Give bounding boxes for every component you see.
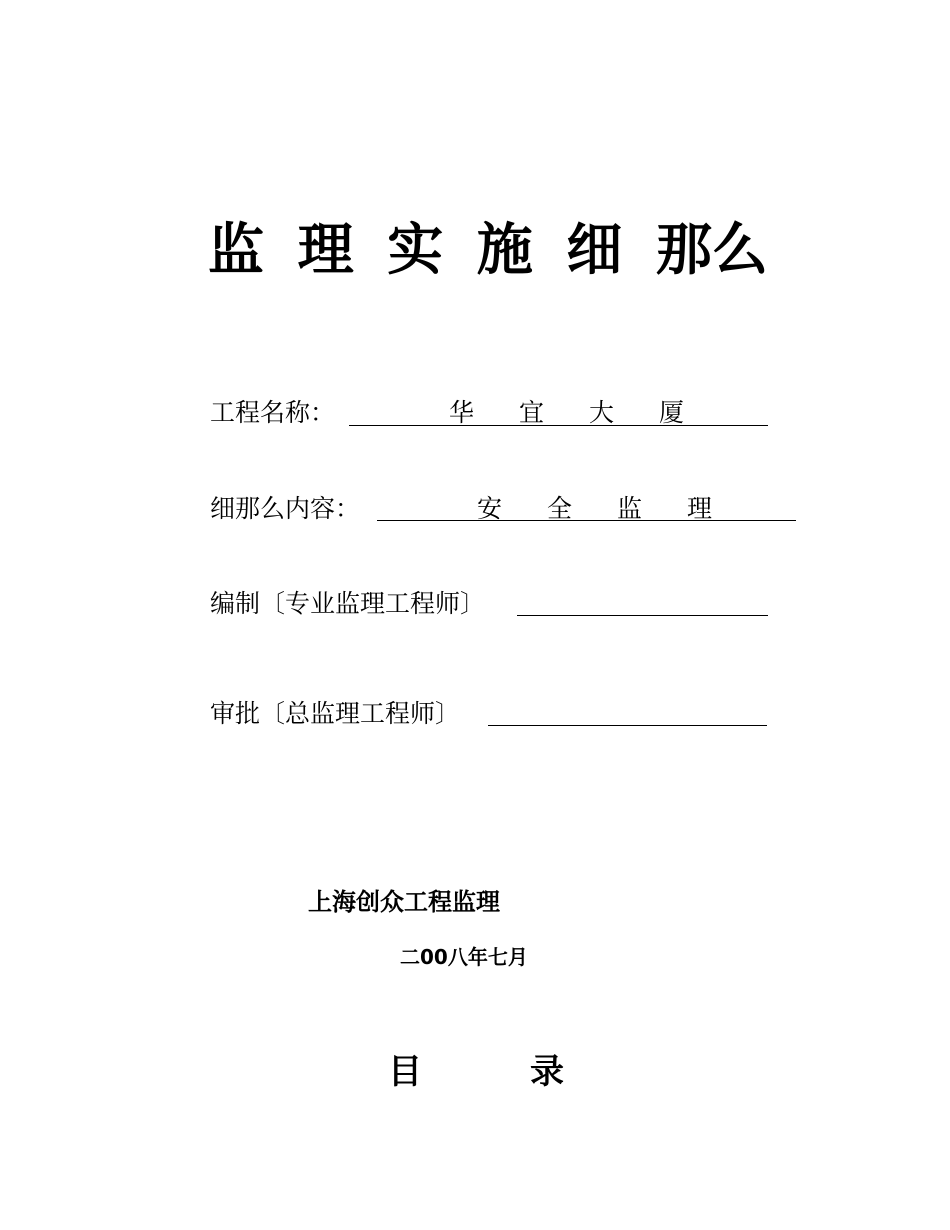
content-char: 全: [547, 494, 573, 523]
project-name-char: 宜: [519, 398, 545, 427]
approver-underline: [488, 725, 767, 726]
title-char-6: 那么: [655, 218, 768, 283]
project-name-value: [449, 397, 684, 429]
project-name-char: 厦: [659, 398, 685, 427]
compiler-label: 编制〔专业监理工程师〕: [210, 589, 486, 618]
toc-char-1: 目: [388, 1052, 422, 1092]
title-char-2: 理: [297, 218, 354, 283]
document-title: [208, 218, 768, 284]
toc-heading: [388, 1050, 564, 1094]
title-char-4: 施: [476, 218, 533, 283]
content-label: 细那么内容：: [210, 494, 361, 523]
content-char: 理: [687, 494, 713, 523]
content-char: 安: [477, 494, 503, 523]
content-value: [477, 493, 712, 525]
project-name-char: 华: [449, 398, 475, 427]
project-name-char: 大: [589, 398, 615, 427]
document-date: 二00八年七月: [400, 945, 528, 969]
project-name-label: 工程名称：: [210, 398, 336, 427]
content-char: 监: [617, 494, 643, 523]
compiler-underline: [517, 615, 768, 616]
company-name: 上海创众工程监理: [308, 888, 500, 916]
toc-char-2: 录: [530, 1052, 564, 1092]
title-char-5: 细: [566, 218, 623, 283]
title-char-3: 实: [387, 218, 444, 283]
title-char-1: 监: [208, 218, 264, 283]
approver-label: 审批〔总监理工程师〕: [210, 699, 461, 728]
